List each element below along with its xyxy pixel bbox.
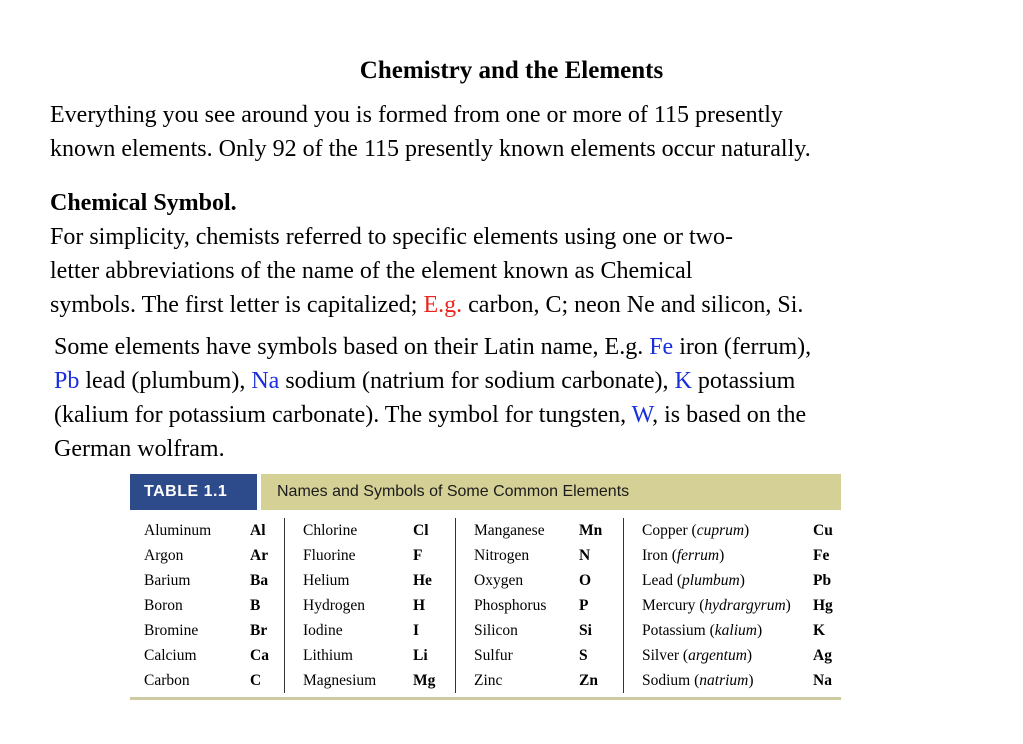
element-name-text: Mercury [642,596,696,614]
table-column-3 [455,518,623,693]
latin-name: natrium [699,671,749,689]
text-span: carbon, C; neon Ne and silicon, Si. [462,292,804,318]
element-name [474,672,579,690]
table-body [130,518,841,700]
element-name: Lead (plumbum) [642,571,745,589]
element-symbol: Cu [813,521,833,539]
table-row [642,618,841,643]
element-symbol: Ag [813,646,832,664]
element-name [303,572,413,590]
element-name-text: Helium [303,571,350,589]
element-name-text: Potassium [642,621,706,639]
page-title: Chemistry and the Elements [359,57,664,84]
element-name-text: Lead [642,571,673,589]
element-name-text: Iodine [303,621,343,639]
element-symbol: Br [250,621,268,639]
element-symbol: I [413,621,420,639]
table-row [474,543,623,568]
table-row [144,518,284,543]
table-row [144,568,284,593]
symbol-highlight-pb: Pb [54,368,80,394]
element-name: Silver (argentum) [642,646,753,664]
chemical-symbol-section [50,186,803,322]
symbol-highlight-fe: Fe [649,334,674,360]
element-name-text: Aluminum [144,521,212,539]
text-span: , is based on the [652,402,807,428]
elements-table [130,474,841,700]
table-row [303,593,455,618]
table-row [642,518,841,543]
text-span: iron (ferrum), [673,334,812,360]
table-row [642,543,841,568]
element-symbol: Ba [250,571,269,589]
element-symbol: Si [579,621,592,639]
element-symbol: Ar [250,546,269,564]
element-name [144,547,250,565]
element-name [474,522,579,540]
element-name-text: Zinc [474,671,503,689]
element-name-text: Phosphorus [474,596,547,614]
element-name [144,597,250,615]
element-name-text: Silicon [474,621,518,639]
element-name-text: Sodium [642,671,691,689]
table-row [303,618,455,643]
element-symbol: Al [250,521,266,539]
section-line: letter abbreviations of the name of the element known as Chemical [50,258,693,284]
table-row [303,518,455,543]
element-name [144,622,250,640]
table-header [130,474,841,510]
element-name-text: Argon [144,546,184,564]
element-symbol: N [579,546,591,564]
element-name: Mercury (hydrargyrum) [642,596,791,614]
table-row [303,643,455,668]
element-symbol: Fe [813,546,830,564]
element-name-text: Manganese [474,521,545,539]
element-symbol: Li [413,646,428,664]
element-name [303,597,413,615]
element-symbol: P [579,596,589,614]
table-column-2 [284,518,455,693]
element-name [303,672,413,690]
element-name [144,522,250,540]
table-row [474,643,623,668]
element-name [144,672,250,690]
table-row [144,668,284,693]
section-line [50,288,803,322]
table-row [303,668,455,693]
table-row [474,618,623,643]
element-symbol: F [413,546,423,564]
element-name-text: Chlorine [303,521,358,539]
latin-name: plumbum [682,571,740,589]
latin-line [54,398,811,432]
table-row [642,568,841,593]
intro-line: known elements. Only 92 of the 115 presently known elements occur naturally. [50,136,811,162]
element-symbol: Na [813,671,832,689]
element-name-text: Sulfur [474,646,513,664]
element-name-text: Iron [642,546,668,564]
element-symbol: H [413,596,426,614]
text-span: potassium [691,368,796,394]
table-column-4 [623,518,841,693]
element-name-text: Nitrogen [474,546,530,564]
text-span: lead (plumbum), [79,368,252,394]
latin-name: argentum [688,646,747,664]
element-name: Iron (ferrum) [642,546,725,564]
element-name-text: Calcium [144,646,197,664]
element-symbol: Zn [579,671,598,689]
section-heading: Chemical Symbol. [50,190,237,216]
element-name [303,622,413,640]
table-column-1 [130,518,284,693]
element-name-text: Barium [144,571,191,589]
latin-name: cuprum [696,521,745,539]
table-label: TABLE 1.1 [130,474,257,510]
element-name-text: Lithium [303,646,353,664]
element-name [474,572,579,590]
element-name [144,647,250,665]
element-symbol: Cl [413,521,429,539]
table-row [144,543,284,568]
table-title: Names and Symbols of Some Common Elements [261,474,841,510]
eg-highlight: E.g. [423,292,463,318]
table-row [144,618,284,643]
element-name [474,597,579,615]
latin-line [54,364,811,398]
element-symbol: Ca [250,646,269,664]
element-name-text: Fluorine [303,546,356,564]
element-symbol: C [250,671,262,689]
element-symbol: K [813,621,826,639]
table-row [642,668,841,693]
element-name-text: Magnesium [303,671,377,689]
element-name-text: Hydrogen [303,596,365,614]
text-span: symbols. The first letter is capitalized; [50,292,424,318]
table-row [474,668,623,693]
element-name-text: Boron [144,596,183,614]
element-symbol: O [579,571,592,589]
table-row [474,518,623,543]
latin-line: German wolfram. [54,436,225,462]
element-symbol: Hg [813,596,833,614]
table-row [642,643,841,668]
table-row [642,593,841,618]
element-name-text: Oxygen [474,571,524,589]
element-name-text: Carbon [144,671,190,689]
element-symbol: B [250,596,261,614]
table-row [303,568,455,593]
latin-name: kalium [714,621,757,639]
symbol-highlight-w: W [631,402,653,428]
table-row [303,543,455,568]
element-symbol: Mn [579,521,603,539]
symbol-highlight-k: K [674,368,692,394]
element-name [474,622,579,640]
intro-paragraph [50,98,811,166]
text-span: sodium (natrium for sodium carbonate), [279,368,675,394]
element-symbol: Pb [813,571,832,589]
table-row [144,593,284,618]
intro-line: Everything you see around you is formed from one or more of 115 presently [50,102,783,128]
element-name-text: Silver [642,646,680,664]
table-row [144,643,284,668]
element-name [303,522,413,540]
element-name-text: Copper [642,521,688,539]
element-name [303,547,413,565]
table-row [474,568,623,593]
latin-name: ferrum [676,546,720,564]
symbol-highlight-na: Na [251,368,280,394]
element-symbol: S [579,646,588,664]
latin-line [54,330,811,364]
element-symbol: He [413,571,432,589]
element-name: Potassium (kalium) [642,621,763,639]
section-line: For simplicity, chemists referred to specific elements using one or two- [50,224,733,250]
element-symbol: Mg [413,671,436,689]
table-row [474,593,623,618]
element-name [474,547,579,565]
latin-names-paragraph [54,330,811,466]
element-name [144,572,250,590]
latin-name: hydrargyrum [704,596,786,614]
text-span: Some elements have symbols based on their Latin name, E.g. [54,334,650,360]
element-name: Copper (cuprum) [642,521,750,539]
text-span: (kalium for potassium carbonate). The symbol for tungsten, [54,402,632,428]
element-name [303,647,413,665]
element-name-text: Bromine [144,621,199,639]
element-name: Sodium (natrium) [642,671,754,689]
element-name [474,647,579,665]
